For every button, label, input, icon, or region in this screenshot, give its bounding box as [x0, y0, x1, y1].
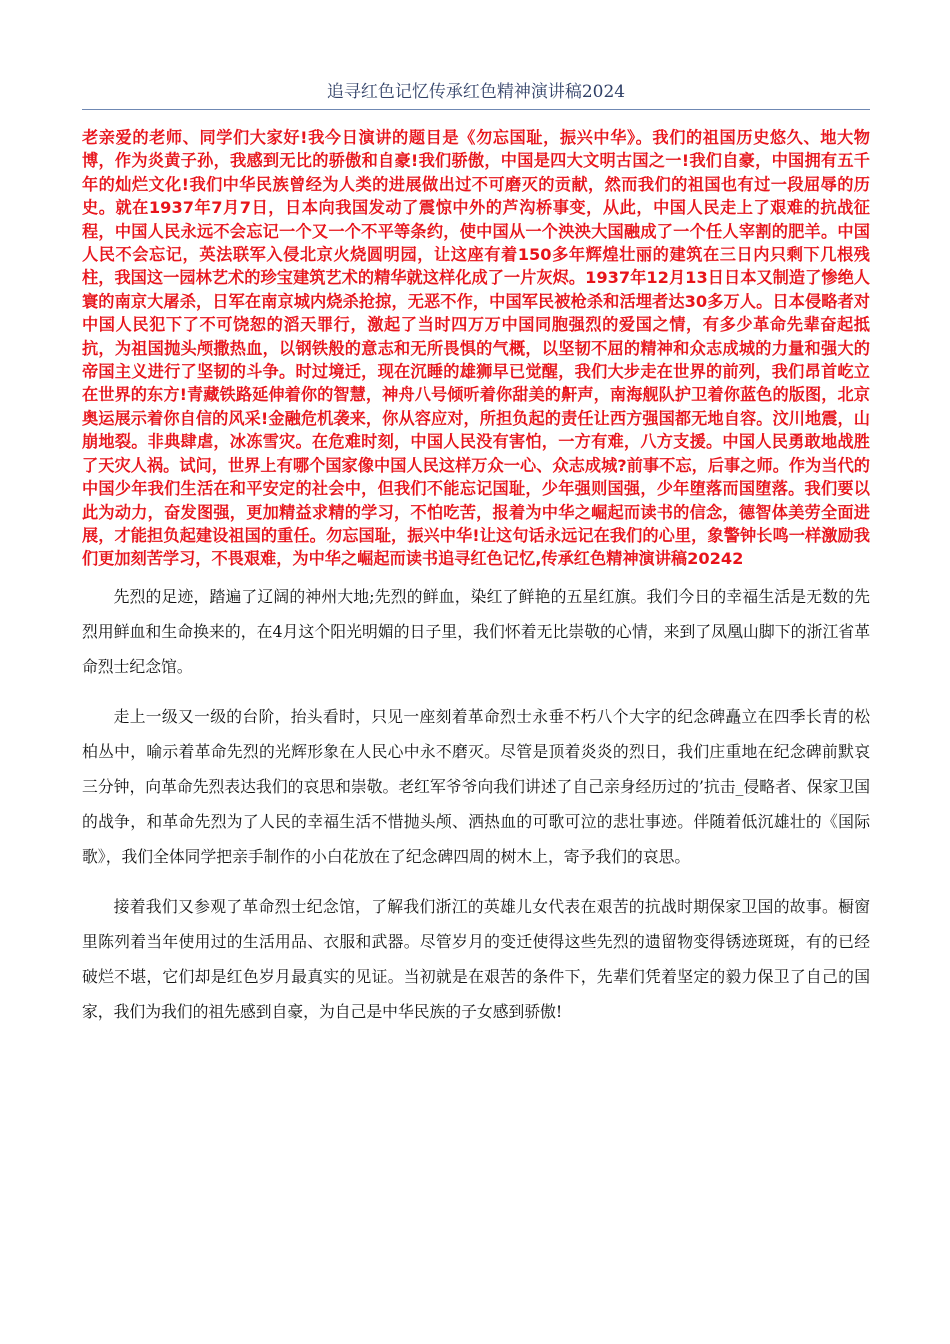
body-paragraph-2: 走上一级又一级的台阶，抬头看时，只见一座刻着革命烈士永垂不朽八个大字的纪念碑矗立在四季长青的松柏丛中，喻示着革命先烈的光辉形象在人民心中永不磨灭。尽管是顶着炎炎的烈日，我们庄重地在纪念碑前默哀三分钟，向革命先烈表达我们的哀思和崇敬。老红军爷爷向我们讲述了自己亲身经历过的’抗击_侵略者、保家卫国的战争，和革命先烈为了人民的幸福生活不惜抛头颅、洒热血的可歌可泣的悲壮事迹。伴随着低沉雄壮的《国际歌》，我们全体同学把亲手制作的小白花放在了纪念碑四周的树木上，寄予我们的哀思。: [82, 706, 870, 866]
body-paragraph-1: 先烈的足迹，踏遍了辽阔的神州大地;先烈的鲜血，染红了鲜艳的五星红旗。我们今日的幸福生活是无数的先烈用鲜血和生命换来的，在4月这个阳光明媚的日子里，我们怀着无比崇敬的心情，来到了凤凰山脚下的浙江省革命烈士纪念馆。: [82, 586, 870, 676]
document-page: [82, 78, 870, 1029]
header-divider: [82, 109, 870, 110]
speech-text-block: 老亲爱的老师、同学们大家好!我今日演讲的题目是《勿忘国耻，振兴中华》。我们的祖国历史悠久、地大物博，作为炎黄子孙，我感到无比的骄傲和自豪!我们骄傲，中国是四大文明古国之一!我们自豪，中国拥有五千年的灿烂文化!我们中华民族曾经为人类的进展做出过不可磨灭的贡献，然而我们的祖国也有过一段屈辱的历史。就在1937年7月7日，日本向我国发动了震惊中外的芦沟桥事变，从此，中国人民走上了艰难的抗战征程，中国人民永远不会忘记一个又一个不平等条约，使中国从一个泱泱大国融成了一个任人宰割的肥羊。中国人民不会忘记，英法联军入侵北京火烧圆明园，让这座有着150多年辉煌壮丽的建筑在三日内只剩下几根残柱，我国这一园林艺术的珍宝建筑艺术的精华就这样化成了一片灰烬。1937年12月13日日本又制造了惨绝人寰的南京大屠杀，日军在南京城内烧杀抢掠，无恶不作，中国军民被枪杀和活埋者达30多万人。日本侵略者对中国人民犯下了不可饶恕的滔天罪行，激起了当时四万万中国同胞强烈的爱国之情，有多少革命先辈奋起抵抗，为祖国抛头颅撒热血，以钢铁般的意志和无所畏惧的气概，以坚韧不屈的精神和众志成城的力量和强大的帝国主义进行了坚韧的斗争。时过境迁，现在沉睡的雄狮早已觉醒，我们大步走在世界的前列，我们昂首屹立在世界的东方!青藏铁路延伸着你的智慧，神舟八号倾听着你甜美的鼾声，南海舰队护卫着你蓝色的版图，北京奥运展示着你自信的风采!金融危机袭来，你从容应对，所担负起的责任让西方强国都无地自容。汶川地震，山崩地裂。非典肆虐，冰冻雪灾。在危难时刻，中国人民没有害怕，一方有难，八方支援。中国人民勇敢地战胜了天灾人祸。试问，世界上有哪个国家像中国人民这样万众一心、众志成城?前事不忘，后事之师。作为当代的中国少年我们生活在和平安定的社会中，但我们不能忘记国耻，少年强则国强，少年堕落而国堕落。我们要以此为动力，奋发图强，更加精益求精的学习，不怕吃苦，报着为中华之崛起而读书的信念，德智体美劳全面进展，才能担负起建设祖国的重任。勿忘国耻，振兴中华!让这句话永远记在我们的心里，象警钟长鸣一样激励我们更加刻苦学习，不畏艰难，为中华之崛起而读书追寻红色记忆,传承红色精神演讲稿20242: [82, 128, 870, 569]
page-header-title: 追寻红色记忆传承红色精神演讲稿2024: [326, 82, 626, 102]
body-paragraph-3: 接着我们又参观了革命烈士纪念馆，了解我们浙江的英雄儿女代表在艰苦的抗战时期保家卫国的故事。橱窗里陈列着当年使用过的生活用品、衣服和武器。尽管岁月的变迁使得这些先烈的遗留物变得锈迹斑斑，有的已经破烂不堪，它们却是红色岁月最真实的见证。当初就是在艰苦的条件下，先辈们凭着坚定的毅力保卫了自己的国家，我们为我们的祖先感到自豪，为自己是中华民族的子女感到骄傲!: [82, 896, 870, 1021]
